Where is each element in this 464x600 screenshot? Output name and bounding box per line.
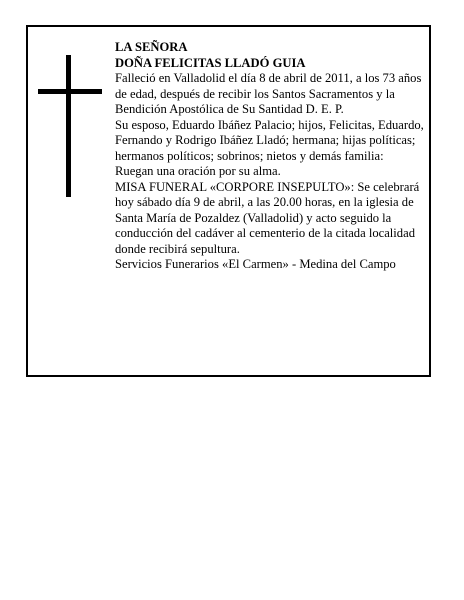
deceased-name: DOÑA FELICITAS LLADÓ GUIA xyxy=(115,55,306,70)
prayer-request: Ruegan una oración por su alma. xyxy=(115,164,281,178)
obituary-text xyxy=(115,40,427,273)
heading-title: LA SEÑORA xyxy=(115,40,188,54)
death-announcement: Falleció en Valladolid el día 8 de abril de 2011, a los 73 años de edad, después de recibir los Santos Sacramentos y la Bendición Apostólica de Su Santidad D. E. P. xyxy=(115,71,422,116)
cross-vertical-bar xyxy=(66,55,71,197)
funeral-services-credit: Servicios Funerarios «El Carmen» - Medina del Campo xyxy=(115,257,396,271)
cross-icon xyxy=(38,55,102,197)
family-list: Su esposo, Eduardo Ibáñez Palacio; hijos, Felicitas, Eduardo, Fernando y Rodrigo Ibáñez Lladó; hermana; hijas políticas; hermanos políticos; sobrinos; nietos y demás familia: xyxy=(115,117,424,163)
cross-horizontal-bar xyxy=(38,89,102,94)
obituary-notice xyxy=(26,25,431,377)
funeral-mass-details: MISA FUNERAL «CORPORE INSEPULTO»: Se celebrará hoy sábado día 9 de abril, a las 20.00 horas, en la iglesia de Santa María de Pozaldez (Valladolid) y acto seguido la conducción del cadáver al cementerio de la citada localidad donde recibirá sepultura. xyxy=(115,179,420,256)
